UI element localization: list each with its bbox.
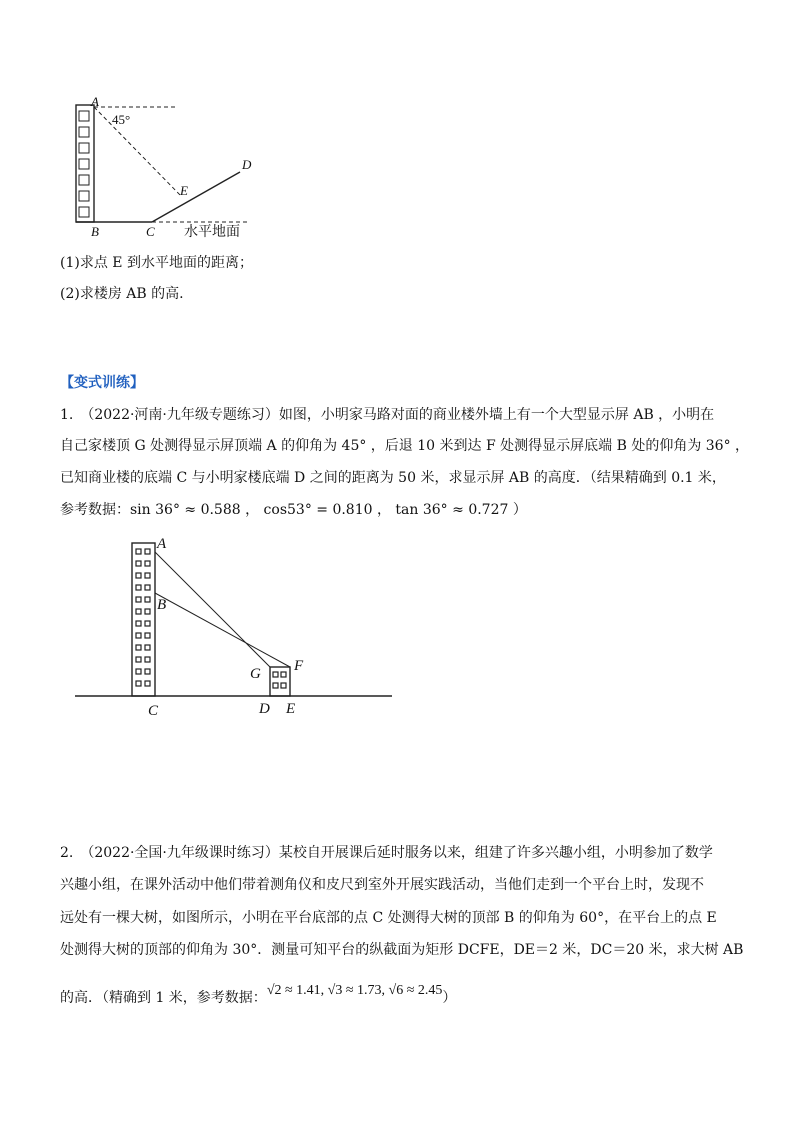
section-title: 【变式训练】 — [60, 375, 144, 391]
q1-part2: (2)求楼房 AB 的高. — [60, 286, 184, 302]
home-building-windows — [273, 672, 286, 688]
p2-line1: 2. （2022·全国·九年级课时练习）某校自开展课后延时服务以来，组建了许多兴趣小组，小明参加了数学 — [60, 845, 713, 861]
building-windows — [79, 111, 89, 217]
fig2-label-c: C — [148, 703, 159, 719]
p1-line3: 已知商业楼的底端 C 与小明家楼底端 D 之间的距离为 50 米，求显示屏 AB 的高度．（结果精确到 0.1 米， — [60, 470, 726, 486]
commercial-building-windows — [136, 549, 150, 686]
sightline-g-a — [155, 552, 270, 667]
fig1-ground-label: 水平地面 — [184, 224, 240, 240]
fig1-label-d: D — [242, 157, 252, 172]
q1-part1: (1)求点 E 到水平地面的距离； — [60, 255, 253, 271]
p2-line5-math: √2 ≈ 1.41, √3 ≈ 1.73, √6 ≈ 2.45 — [266, 983, 443, 998]
p2-line4: 处测得大树的顶部的仰角为 30°．测量可知平台的纵截面为矩形 DCFE，DE＝2 米，DC＝20 米，求大树 AB — [60, 942, 744, 958]
sightline-f-b — [155, 593, 290, 667]
p1-line1: 1. （2022·河南·九年级专题练习）如图，小明家马路对面的商业楼外墙上有一个大型显示屏 AB ，小明在 — [60, 407, 715, 423]
fig2-label-g: G — [250, 666, 261, 682]
p2-line5-prefix: 的高．（精确到 1 米，参考数据： — [60, 990, 267, 1006]
fig2-label-f: F — [294, 658, 304, 674]
sightline-a-e — [94, 107, 182, 197]
home-building — [270, 667, 290, 696]
p2-line3: 远处有一棵大树，如图所示，小明在平台底部的点 C 处测得大树的顶部 B 的仰角为 60°，在平台上的点 E — [60, 910, 717, 926]
fig1-label-a: A — [91, 94, 99, 109]
p1-line2: 自己家楼顶 G 处测得显示屏顶端 A 的仰角为 45° ，后退 10 米到达 F 处测得显示屏底端 B 处的仰角为 36° ， — [60, 438, 750, 454]
figure-2 — [70, 535, 400, 725]
fig1-angle-label: 45° — [112, 112, 131, 127]
fig1-label-b: B — [91, 224, 99, 239]
p1-line4: 参考数据：sin 36° ≈ 0.588 ， cos53° = 0.810 ， tan 36° ≈ 0.727 ） — [60, 502, 527, 518]
p2-line5-suffix: ） — [442, 990, 457, 1006]
fig1-label-c: C — [146, 224, 155, 239]
p2-line2: 兴趣小组，在课外活动中他们带着测角仪和皮尺到室外开展实践活动，当他们走到一个平台上时，发现不 — [60, 877, 704, 893]
fig2-label-d: D — [259, 701, 270, 717]
fig1-label-e: E — [180, 183, 188, 198]
fig2-label-b: B — [157, 597, 167, 613]
fig2-label-e: E — [286, 701, 296, 717]
fig2-label-a: A — [157, 536, 167, 552]
p2-line5 — [60, 983, 457, 1009]
